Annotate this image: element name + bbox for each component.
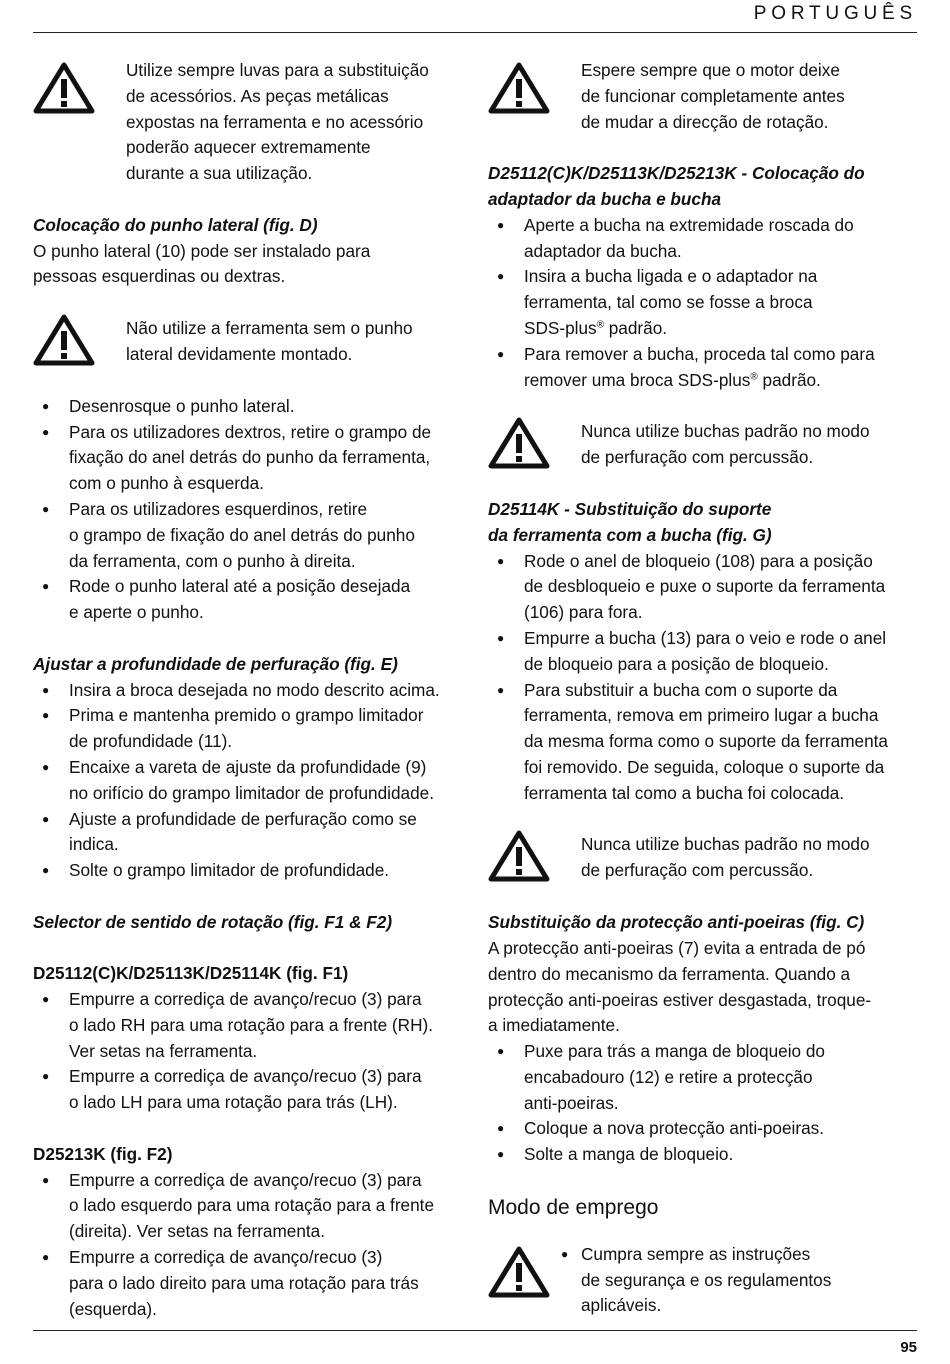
list-item — [42, 678, 473, 704]
section-heading-depth: Ajustar a profundidade de perfuração (fig. E) — [33, 653, 398, 674]
list-item — [497, 1142, 920, 1168]
list-item — [42, 394, 473, 420]
text-line: ● Empurre a bucha (13) para o veio e rode o anel — [524, 627, 887, 648]
list-item — [42, 1245, 473, 1322]
warning-icon — [488, 830, 550, 882]
rotation-f2-steps — [33, 1168, 473, 1323]
text-line: no orifício do grampo limitador de profundidade. — [69, 782, 434, 803]
text-segment: padrão. — [603, 317, 668, 338]
text-line: de mudar a direcção de rotação. — [581, 111, 829, 132]
text-line: de profundidade (11). — [69, 731, 233, 752]
list-item — [497, 549, 920, 626]
left-column — [33, 58, 473, 1322]
text-line: a imediatamente. — [488, 1015, 620, 1036]
list-item — [42, 703, 473, 755]
text-line: ● Encaixe a vareta de ajuste da profundidade (9) — [69, 756, 427, 777]
heading-line: D25114K - Substituição do suporte — [488, 498, 772, 519]
text-line: o lado esquerdo para uma rotação para a frente — [69, 1195, 434, 1216]
text-line: expostas na ferramenta e no acessório — [126, 111, 424, 132]
warning-icon — [488, 417, 550, 469]
text-line: e aperte o punho. — [69, 602, 204, 623]
text-line: anti-poeiras. — [524, 1092, 619, 1113]
text-line: ● Ajuste a profundidade de perfuração como se — [69, 808, 417, 829]
text-line: Nunca utilize buchas padrão no modo — [581, 421, 870, 442]
text-line: ● Empurre a corrediça de avanço/recuo (3) para — [69, 1169, 422, 1190]
section-heading-rotation: Selector de sentido de rotação (fig. F1 & F2) — [33, 911, 393, 932]
warning-icon — [488, 1246, 550, 1298]
text-segment: SDS-plus — [524, 317, 597, 338]
text-line: ● Empurre a corrediça de avanço/recuo (3) para — [69, 989, 422, 1010]
text-line: ● Para remover a bucha, proceda tal como para — [524, 343, 875, 364]
dust-steps — [488, 1039, 920, 1168]
text-line: O punho lateral (10) pode ser instalado para — [33, 240, 371, 261]
list-item — [42, 420, 473, 497]
text-line: de bloqueio para a posição de bloqueio. — [524, 653, 829, 674]
section-heading-side-handle: Colocação do punho lateral (fig. D) — [33, 214, 318, 235]
section-heading-dust: Substituição da protecção anti-poeiras (fig. C) — [488, 912, 865, 933]
heading-line: D25112(C)K/D25113K/D25213K - Colocação do — [488, 163, 865, 184]
section-heading-chuck-adapter — [488, 161, 920, 213]
text-line: protecção anti-poeiras estiver desgastada, troque- — [488, 989, 872, 1010]
warning-side-handle — [33, 316, 473, 368]
list-item — [42, 987, 473, 1064]
text-line: o lado RH para uma rotação para a frente (RH). — [69, 1014, 433, 1035]
text-line: da mesma forma como o suporte da ferramenta — [524, 731, 888, 752]
text-line: foi removido. De seguida, coloque o suporte da — [524, 756, 885, 777]
text-line: ● Solte a manga de bloqueio. — [524, 1144, 734, 1165]
text-line: ● Cumpra sempre as instruções — [581, 1243, 811, 1264]
warning-icon — [33, 314, 95, 366]
text-line: ● Puxe para trás a manga de bloqueio do — [524, 1041, 825, 1062]
text-line: ● Prima e mantenha premido o grampo limitador — [69, 705, 424, 726]
text-line: Ver setas na ferramenta. — [69, 1040, 258, 1061]
text-line: dentro do mecanismo da ferramenta. Quando a — [488, 963, 851, 984]
page-header — [33, 0, 917, 33]
list-item — [42, 1064, 473, 1116]
list-item — [42, 807, 473, 859]
list-item — [497, 678, 920, 807]
section-heading-d25114k — [488, 497, 920, 549]
rotation-f1-steps — [33, 987, 473, 1116]
text-line: ● Desenrosque o punho lateral. — [69, 395, 295, 416]
text-line: (esquerda). — [69, 1298, 157, 1319]
text-line: pessoas esquerdinas ou dextras. — [33, 266, 286, 287]
warning-standard-chucks-2 — [488, 832, 920, 884]
heading-line: adaptador da bucha e bucha — [488, 188, 722, 209]
text-segment: padrão. — [757, 369, 821, 390]
text-line: poderão aquecer extremamente — [126, 137, 371, 158]
text-line: ● Insira a broca desejada no modo descrito acima. — [69, 679, 440, 700]
warning-motor-stop — [488, 58, 920, 135]
text-line: durante a sua utilização. — [126, 163, 313, 184]
page-footer — [33, 1330, 917, 1356]
text-line: ● Insira a bucha ligada e o adaptador na — [524, 266, 818, 287]
text-line: (direita). Ver setas na ferramenta. — [69, 1221, 326, 1242]
list-item — [42, 497, 473, 574]
text-line: ● Rode o anel de bloqueio (108) para a posição — [524, 550, 873, 571]
registered-mark: ® — [750, 370, 758, 382]
d25114k-steps — [488, 549, 920, 807]
text-line: ● Para os utilizadores dextros, retire o grampo de — [69, 421, 432, 442]
text-line: de perfuração com percussão. — [581, 860, 814, 881]
text-line: de funcionar completamente antes — [581, 85, 845, 106]
text-line: ● Para os utilizadores esquerdinos, retire — [69, 498, 368, 519]
text-line: ● Empurre a corrediça de avanço/recuo (3) — [69, 1247, 383, 1268]
warning-standard-chucks — [488, 419, 920, 471]
text-line: ferramenta, remova em primeiro lugar a bucha — [524, 705, 879, 726]
text-line: de segurança e os regulamentos — [581, 1269, 832, 1290]
text-line: Não utilize a ferramenta sem o punho — [126, 317, 413, 338]
text-line: com o punho à esquerda. — [69, 473, 264, 494]
list-item — [497, 342, 920, 394]
text-line: de desbloqueio e puxe o suporte da ferramenta — [524, 576, 886, 597]
subheading-f2: D25213K (fig. F2) — [33, 1143, 173, 1164]
text-line: para o lado direito para uma rotação para trás — [69, 1272, 419, 1293]
registered-mark: ® — [596, 319, 604, 331]
side-handle-steps — [33, 394, 473, 626]
warning-safety-rules — [488, 1242, 920, 1319]
text-line: indica. — [69, 834, 119, 855]
list-item — [497, 1116, 920, 1142]
text-line: de acessórios. As peças metálicas — [126, 85, 389, 106]
text-line — [524, 316, 920, 342]
page-number: 95 — [900, 1339, 917, 1356]
paragraph — [488, 936, 920, 1039]
text-line: Espere sempre que o motor deixe — [581, 60, 840, 80]
list-item — [497, 213, 920, 265]
list-item — [42, 858, 473, 884]
text-line: ● Solte o grampo limitador de profundidade. — [69, 860, 390, 881]
warning-gloves — [33, 58, 473, 187]
list-item — [42, 1168, 473, 1245]
text-line: ● Para substituir a bucha com o suporte da — [524, 679, 838, 700]
text-line: fixação do anel detrás do punho da ferramenta, — [69, 447, 431, 468]
text-line: ferramenta, tal como se fosse a broca — [524, 292, 813, 313]
text-line: A protecção anti-poeiras (7) evita a entrada de pó — [488, 937, 866, 958]
text-line: encabadouro (12) e retire a protecção — [524, 1066, 813, 1087]
text-line: o grampo de fixação do anel detrás do punho — [69, 524, 415, 545]
text-line: de perfuração com percussão. — [581, 446, 814, 467]
warning-icon — [488, 62, 550, 114]
text-line: aplicáveis. — [581, 1295, 662, 1316]
section-heading-usage: Modo de emprego — [488, 1195, 659, 1219]
list-item — [42, 755, 473, 807]
depth-steps — [33, 678, 473, 884]
text-line: o lado LH para uma rotação para trás (LH). — [69, 1092, 398, 1113]
language-label: PORTUGUÊS — [753, 3, 917, 24]
text-segment: remover uma broca SDS-plus — [524, 369, 751, 390]
text-line: lateral devidamente montado. — [126, 343, 353, 364]
text-line: ferramenta tal como a bucha foi colocada. — [524, 782, 845, 803]
list-item — [497, 1039, 920, 1116]
list-item — [42, 574, 473, 626]
text-line — [524, 368, 920, 394]
text-line: Utilize sempre luvas para a substituição — [126, 60, 429, 80]
text-line: da ferramenta, com o punho à direita. — [69, 550, 356, 571]
warning-icon — [33, 62, 95, 114]
chuck-adapter-steps — [488, 213, 920, 394]
heading-line: da ferramenta com a bucha (fig. G) — [488, 524, 772, 545]
text-line: (106) para fora. — [524, 602, 643, 623]
text-line: Nunca utilize buchas padrão no modo — [581, 834, 870, 855]
subheading-f1: D25112(C)K/D25113K/D25114K (fig. F1) — [33, 963, 349, 984]
list-item — [497, 264, 920, 341]
text-line: ● Empurre a corrediça de avanço/recuo (3) para — [69, 1066, 422, 1087]
text-line: ● Coloque a nova protecção anti-poeiras. — [524, 1118, 825, 1139]
text-line: ● Aperte a bucha na extremidade roscada do — [524, 214, 854, 235]
list-item — [497, 626, 920, 678]
right-column — [488, 58, 920, 1319]
text-line: ● Rode o punho lateral até a posição desejada — [69, 576, 411, 597]
text-line: adaptador da bucha. — [524, 240, 682, 261]
paragraph — [33, 239, 473, 291]
